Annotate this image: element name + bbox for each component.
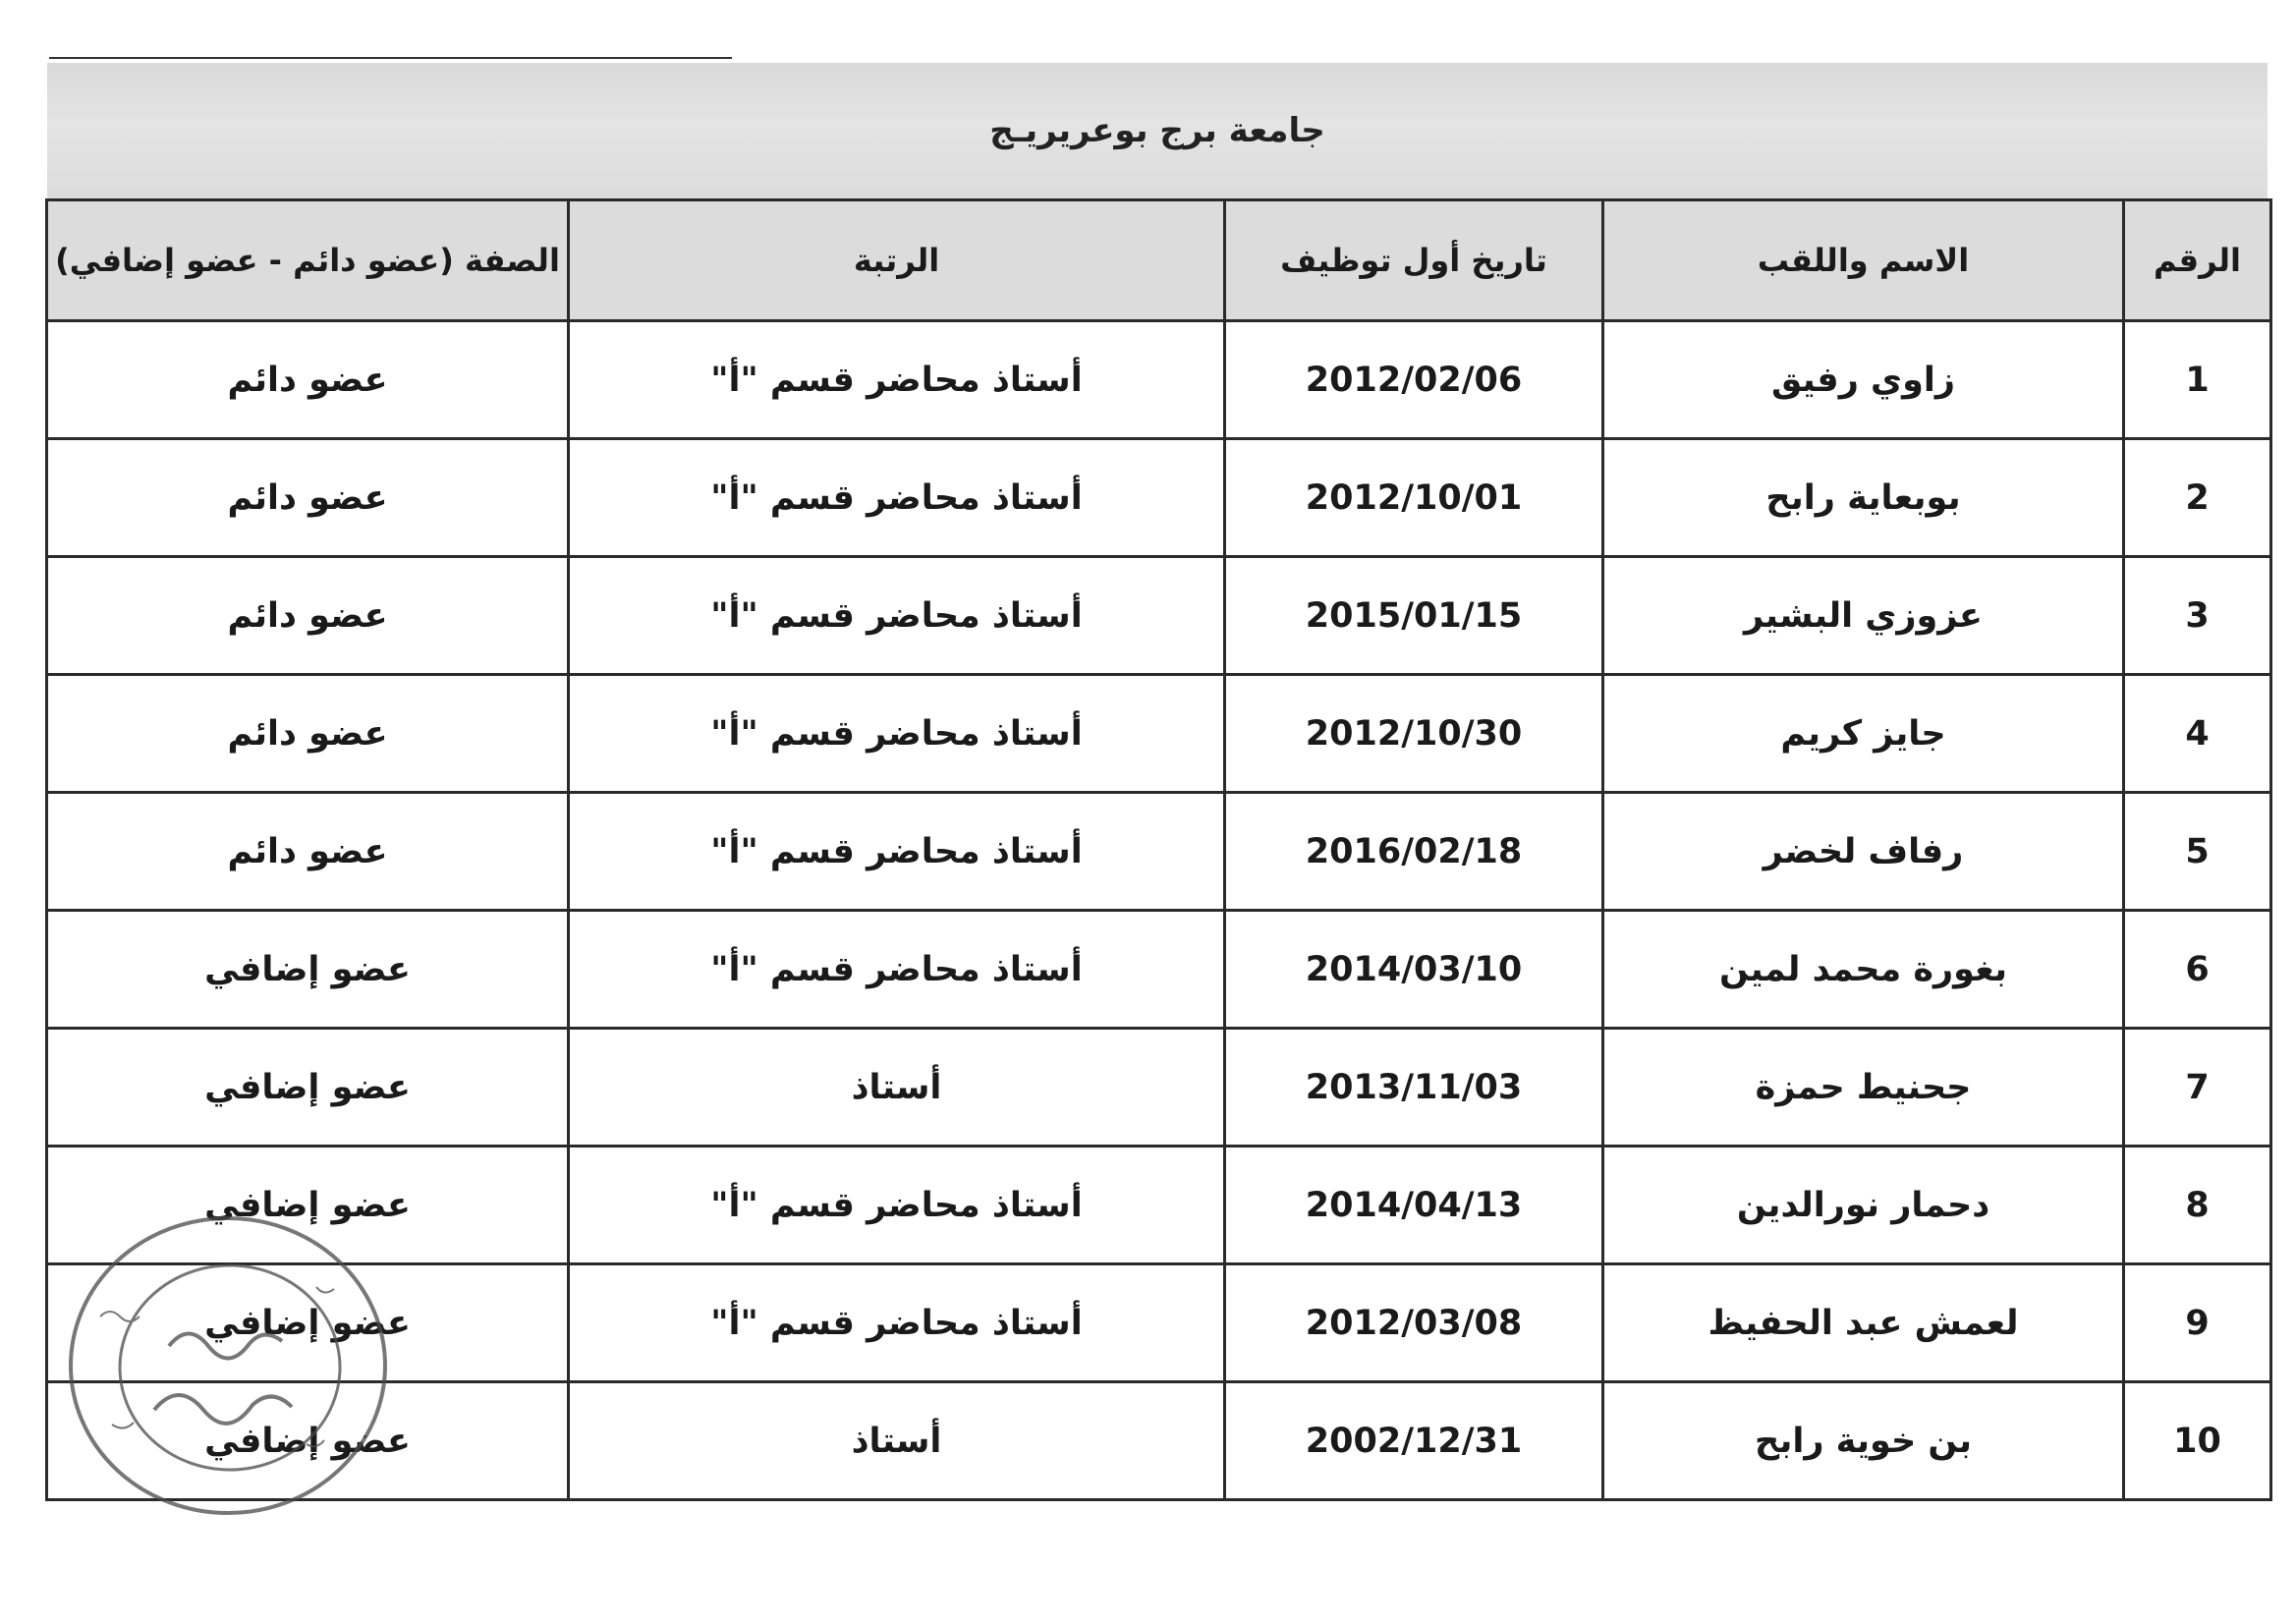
table-row [47, 1029, 2271, 1147]
row-date: 2014/04/13 [1225, 1147, 1603, 1264]
row-status: عضو إضافي [47, 1264, 569, 1382]
row-status: عضو دائم [47, 675, 569, 793]
column-header-date: تاريخ أول توظيف [1225, 200, 1603, 321]
row-name: بغورة محمد لمين [1603, 911, 2124, 1029]
row-name: عزوزي البشير [1603, 557, 2124, 675]
table-row [47, 911, 2271, 1029]
row-rank: أستاذ محاضر قسم "أ" [569, 1264, 1225, 1382]
row-number: 4 [2124, 675, 2271, 793]
row-rank: أستاذ [569, 1029, 1225, 1147]
column-header-number: الرقم [2124, 200, 2271, 321]
university-title: جامعة برج بوعريريـج [989, 111, 1325, 150]
row-date: 2016/02/18 [1225, 793, 1603, 911]
row-name: دحمار نورالدين [1603, 1147, 2124, 1264]
row-status: عضو دائم [47, 439, 569, 557]
row-number: 5 [2124, 793, 2271, 911]
column-header-status: الصفة (عضو دائم - عضو إضافي) [47, 200, 569, 321]
row-date: 2012/03/08 [1225, 1264, 1603, 1382]
row-status: عضو إضافي [47, 911, 569, 1029]
row-rank: أستاذ محاضر قسم "أ" [569, 675, 1225, 793]
row-number: 1 [2124, 321, 2271, 439]
row-date: 2012/10/01 [1225, 439, 1603, 557]
row-number: 8 [2124, 1147, 2271, 1264]
row-name: جحنيط حمزة [1603, 1029, 2124, 1147]
table-row [47, 1382, 2271, 1500]
table-row [47, 321, 2271, 439]
row-rank: أستاذ محاضر قسم "أ" [569, 793, 1225, 911]
table-row [47, 675, 2271, 793]
table-row [47, 1264, 2271, 1382]
table-row [47, 439, 2271, 557]
row-number: 3 [2124, 557, 2271, 675]
row-number: 9 [2124, 1264, 2271, 1382]
row-rank: أستاذ [569, 1382, 1225, 1500]
row-status: عضو دائم [47, 793, 569, 911]
top-rule [49, 57, 732, 59]
row-number: 6 [2124, 911, 2271, 1029]
row-name: بن خوية رابح [1603, 1382, 2124, 1500]
row-rank: أستاذ محاضر قسم "أ" [569, 1147, 1225, 1264]
table-row [47, 557, 2271, 675]
row-status: عضو إضافي [47, 1147, 569, 1264]
row-rank: أستاذ محاضر قسم "أ" [569, 911, 1225, 1029]
row-name: بوبعاية رابح [1603, 439, 2124, 557]
row-name: لعمش عبد الحفيظ [1603, 1264, 2124, 1382]
row-date: 2012/10/30 [1225, 675, 1603, 793]
row-rank: أستاذ محاضر قسم "أ" [569, 557, 1225, 675]
committee-table [45, 198, 2272, 1501]
row-date: 2015/01/15 [1225, 557, 1603, 675]
table-row [47, 1147, 2271, 1264]
row-status: عضو دائم [47, 557, 569, 675]
row-date: 2014/03/10 [1225, 911, 1603, 1029]
row-status: عضو إضافي [47, 1029, 569, 1147]
row-number: 7 [2124, 1029, 2271, 1147]
row-date: 2012/02/06 [1225, 321, 1603, 439]
title-band [47, 63, 2268, 198]
row-name: زاوي رفيق [1603, 321, 2124, 439]
row-rank: أستاذ محاضر قسم "أ" [569, 439, 1225, 557]
row-date: 2002/12/31 [1225, 1382, 1603, 1500]
row-name: جايز كريم [1603, 675, 2124, 793]
row-rank: أستاذ محاضر قسم "أ" [569, 321, 1225, 439]
row-status: عضو إضافي [47, 1382, 569, 1500]
row-number: 2 [2124, 439, 2271, 557]
row-number: 10 [2124, 1382, 2271, 1500]
table-row [47, 793, 2271, 911]
table-header-row [47, 200, 2271, 321]
column-header-rank: الرتبة [569, 200, 1225, 321]
row-status: عضو دائم [47, 321, 569, 439]
column-header-name: الاسم واللقب [1603, 200, 2124, 321]
row-name: رفاف لخضر [1603, 793, 2124, 911]
row-date: 2013/11/03 [1225, 1029, 1603, 1147]
